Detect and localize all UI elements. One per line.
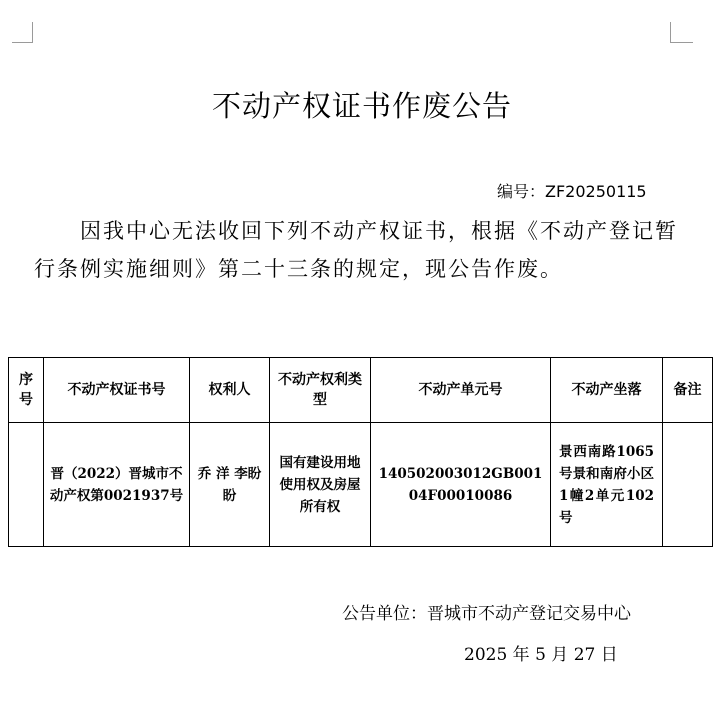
header-holder: 权利人 [190, 358, 270, 423]
table-header-row [9, 358, 713, 423]
certificate-table [8, 357, 713, 547]
cell-remark [663, 423, 713, 547]
cell-right-type: 国有建设用地使用权及房屋所有权 [270, 423, 371, 547]
cell-holder: 乔 洋 李盼盼 [190, 423, 270, 547]
issuing-unit: 公告单位：晋城市不动产登记交易中心 [342, 604, 631, 624]
table-row [9, 423, 713, 547]
announcement-body: 因我中心无法收回下列不动产权证书，根据《不动产登记暂行条例实施细则》第二十三条的规定，现公告作废。 [34, 219, 678, 281]
cell-cert-no: 晋（2022）晋城市不动产权第0021937号 [44, 423, 190, 547]
page-title: 不动产权证书作废公告 [211, 89, 512, 123]
header-right-type: 不动产权利类型 [270, 358, 371, 423]
header-cert-no: 不动产权证书号 [44, 358, 190, 423]
issue-date: 2025 年 5 月 27 日 [464, 645, 618, 665]
header-unit-no: 不动产单元号 [371, 358, 551, 423]
cell-unit-no: 140502003012GB00104F00010086 [371, 423, 551, 547]
header-seq: 序号 [9, 358, 44, 423]
page-corner-mark-top-left [12, 22, 33, 43]
page-corner-mark-top-right [670, 22, 693, 43]
cell-seq [9, 423, 44, 547]
cell-location: 景西南路1065号景和南府小区1幢2单元102号 [551, 423, 663, 547]
document-number: 编号：ZF20250115 [497, 182, 647, 201]
header-location: 不动产坐落 [551, 358, 663, 423]
header-remark: 备注 [663, 358, 713, 423]
